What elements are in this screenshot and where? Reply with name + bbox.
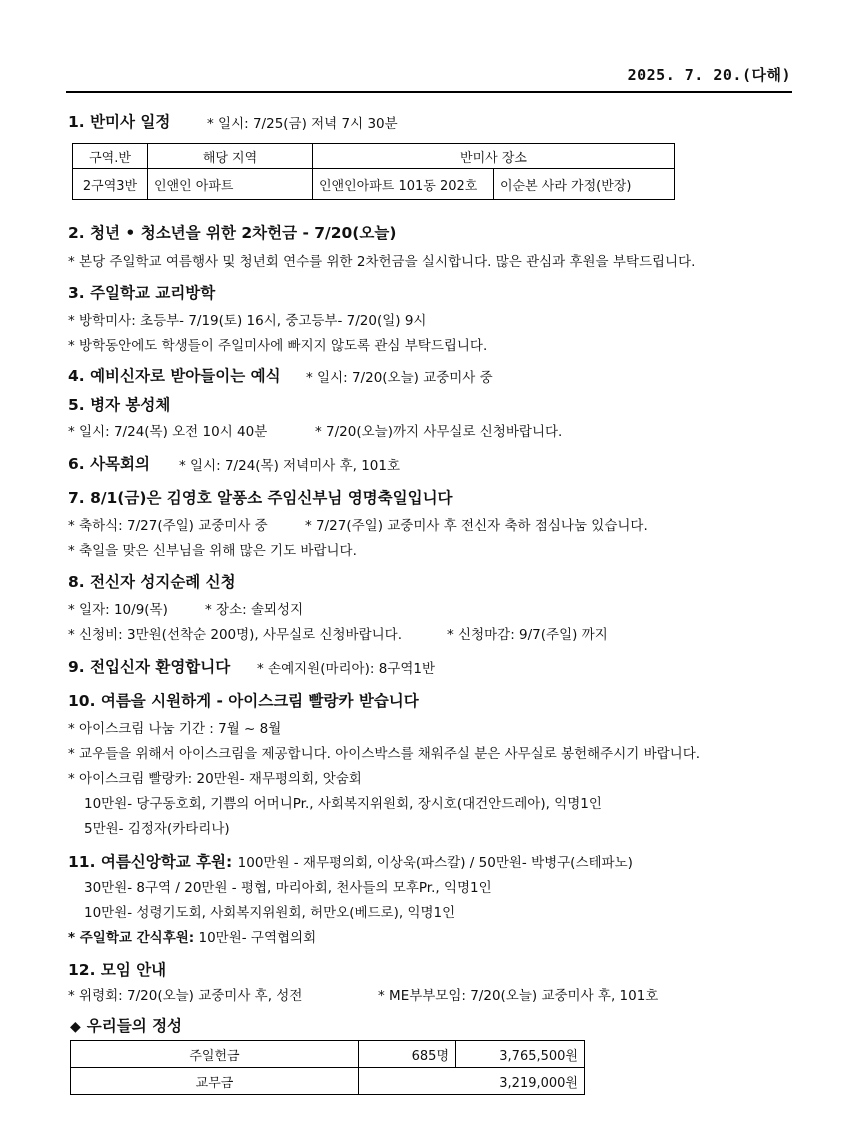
offering-row-2-amount: 3,219,000원	[359, 1068, 585, 1095]
section-6-title: 6. 사목회의	[68, 455, 150, 473]
section-5-line-1: * 일시: 7/24(목) 오전 10시 40분	[68, 424, 268, 440]
section-11-line-2: 30만원- 8구역 / 20만원 - 평협, 마리아회, 천사들의 모후Pr., 익명1인	[84, 880, 492, 896]
cell-district: 2구역3반	[73, 169, 148, 200]
section-1-note: * 일시: 7/25(금) 저녁 7시 30분	[207, 116, 398, 132]
section-12-line-1: * 위령회: 7/20(오늘) 교중미사 후, 성전	[68, 988, 303, 1004]
table-header-row	[73, 144, 675, 169]
section-10-line-1: * 아이스크림 나눔 기간 : 7월 ~ 8월	[68, 721, 282, 737]
section-7-title: 7. 8/1(금)은 김영호 알퐁소 주임신부님 영명축일입니다	[68, 489, 453, 507]
section-11-snack-label: * 주일학교 간식후원:	[68, 930, 195, 946]
diamond-icon: ◆	[70, 1019, 81, 1035]
mass-schedule-table	[72, 143, 675, 200]
cell-host: 이순본 사라 가정(반장)	[494, 169, 675, 200]
header-rule	[66, 91, 792, 93]
cell-location: 인앤인아파트 101동 202호	[313, 169, 494, 200]
section-11-title: 11. 여름신앙학교 후원:	[68, 853, 233, 871]
offering-row-1-count: 685명	[359, 1041, 456, 1068]
header-area: 해당 지역	[148, 144, 313, 169]
section-10-line-5: 5만원- 김정자(카타리나)	[84, 821, 230, 837]
section-5-line-2: * 7/20(오늘)까지 사무실로 신청바랍니다.	[315, 424, 563, 440]
section-11-line-1-rest: 100만원 - 재무평의회, 이상욱(파스칼) / 50만원- 박병구(스테파노)	[237, 855, 633, 871]
section-9-note: * 손예지원(마리아): 8구역1반	[257, 661, 436, 677]
section-9-title: 9. 전입신자 환영합니다	[68, 658, 231, 676]
header-location: 반미사 장소	[313, 144, 675, 169]
offering-heading	[70, 1014, 182, 1036]
section-11-line-4	[68, 926, 316, 946]
section-8-line-3: * 신청비: 3만원(선착순 200명), 사무실로 신청바랍니다.	[68, 627, 403, 643]
offering-table	[70, 1040, 585, 1095]
section-8-title: 8. 전신자 성지순례 신청	[68, 573, 236, 591]
section-8-line-2: * 장소: 솔뫼성지	[205, 602, 304, 618]
cell-area: 인앤인 아파트	[148, 169, 313, 200]
table-row	[71, 1068, 585, 1095]
section-7-line-1: * 축하식: 7/27(주일) 교중미사 중	[68, 518, 268, 534]
section-12-line-2: * ME부부모임: 7/20(오늘) 교중미사 후, 101호	[378, 988, 659, 1004]
table-row	[71, 1041, 585, 1068]
section-8-line-4: * 신청마감: 9/7(주일) 까지	[447, 627, 608, 643]
header-district: 구역.반	[73, 144, 148, 169]
section-10-line-4: 10만원- 당구동호회, 기쁨의 어머니Pr., 사회복지위원회, 장시호(대건안드레아), 익명1인	[84, 796, 602, 812]
offering-title: 우리들의 정성	[86, 1017, 183, 1035]
offering-row-2-label: 교무금	[71, 1068, 359, 1095]
section-10-line-2: * 교우들을 위해서 아이스크림을 제공합니다. 아이스박스를 채워주실 분은 사무실로 봉헌해주시기 바랍니다.	[68, 746, 701, 762]
section-4-title: 4. 예비신자로 받아들이는 예식	[68, 367, 281, 385]
section-4-note: * 일시: 7/20(오늘) 교중미사 중	[306, 370, 493, 386]
section-10-title: 10. 여름을 시원하게 - 아이스크림 빨랑카 받습니다	[68, 692, 419, 710]
section-3-title: 3. 주일학교 교리방학	[68, 284, 216, 302]
section-11-line-1	[68, 850, 633, 872]
section-8-line-1: * 일자: 10/9(목)	[68, 602, 168, 618]
section-7-line-2: * 7/27(주일) 교중미사 후 전신자 축하 점심나눔 있습니다.	[305, 518, 648, 534]
table-row	[73, 169, 675, 200]
section-3-line-2: * 방학동안에도 학생들이 주일미사에 빠지지 않도록 관심 부탁드립니다.	[68, 338, 488, 354]
section-11-line-3: 10만원- 성령기도회, 사회복지위원회, 허만오(베드로), 익명1인	[84, 905, 456, 921]
section-12-title: 12. 모임 안내	[68, 961, 167, 979]
section-3-line-1: * 방학미사: 초등부- 7/19(토) 16시, 중고등부- 7/20(일) 9시	[68, 313, 427, 329]
section-10-line-3: * 아이스크림 빨랑카: 20만원- 재무평의회, 앗숨회	[68, 771, 362, 787]
section-11-snack-value: 10만원- 구역협의회	[198, 930, 317, 946]
offering-row-1-label: 주일헌금	[71, 1041, 359, 1068]
section-2-line-1: * 본당 주일학교 여름행사 및 청년회 연수를 위한 2차헌금을 실시합니다. 많은 관심과 후원을 부탁드립니다.	[68, 254, 696, 270]
bulletin-date: 2025. 7. 20.(다해)	[627, 66, 791, 84]
section-2-title: 2. 청년 • 청소년을 위한 2차헌금 - 7/20(오늘)	[68, 224, 397, 242]
section-5-title: 5. 병자 봉성체	[68, 396, 171, 414]
section-6-note: * 일시: 7/24(목) 저녁미사 후, 101호	[179, 458, 401, 474]
offering-row-1-amount: 3,765,500원	[456, 1041, 585, 1068]
section-1-title: 1. 반미사 일정	[68, 113, 171, 131]
section-7-line-3: * 축일을 맞은 신부님을 위해 많은 기도 바랍니다.	[68, 543, 357, 559]
